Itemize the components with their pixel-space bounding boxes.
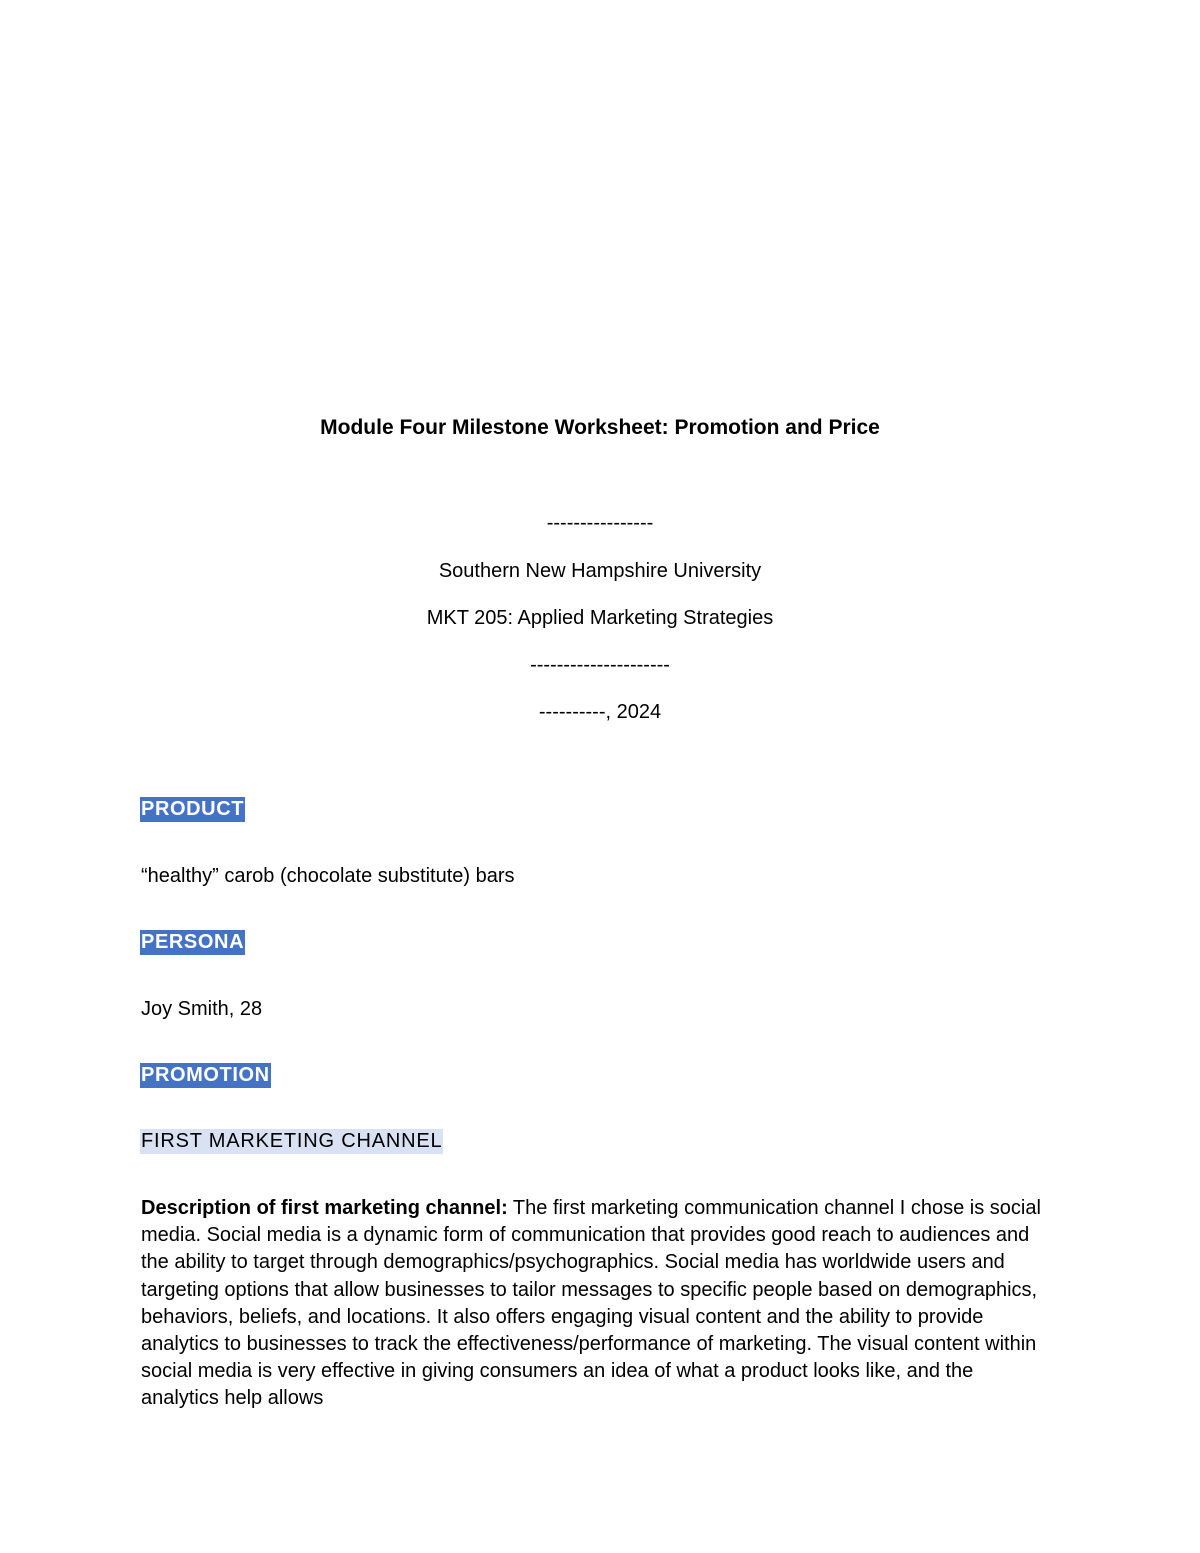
institution-name: Southern New Hampshire University xyxy=(438,560,762,582)
instructor-name-redacted: --------------------- xyxy=(530,654,670,676)
promotion-section xyxy=(141,1063,271,1087)
first-channel-section xyxy=(141,1129,443,1153)
product-heading: PRODUCT xyxy=(141,798,245,820)
course-name: MKT 205: Applied Marketing Strategies xyxy=(426,607,774,629)
persona-text: Joy Smith, 28 xyxy=(141,998,263,1020)
promotion-heading: PROMOTION xyxy=(141,1064,270,1086)
description-label: Description of first marketing channel: xyxy=(141,1197,508,1219)
author-name-redacted: ---------------- xyxy=(546,512,654,534)
document-date: ----------, 2024 xyxy=(538,701,662,723)
persona-heading: PERSONA xyxy=(141,931,245,953)
description-body: The first marketing communication channel I chose is social media. Social media is a dynamic form of communication that provides good reach to audiences and the ability to target through demographics/psychographics. Social media has worldwide users and targeting options that allow businesses to tailor messages to specific people based on demographics, behaviors, beliefs, and locations. It also offers engaging visual content and the ability to provide analytics to businesses to track the effectiveness/performance of marketing. The visual content within social media is very effective in giving consumers an idea of what a product looks like, and the analytics help allows xyxy=(141,1197,1041,1410)
persona-section xyxy=(141,930,245,954)
first-channel-subheading: FIRST MARKETING CHANNEL xyxy=(141,1130,443,1152)
product-section xyxy=(141,797,245,821)
first-channel-description xyxy=(141,1195,1056,1413)
document-title: Module Four Milestone Worksheet: Promotion and Price xyxy=(320,416,880,439)
product-text: “healthy” carob (chocolate substitute) bars xyxy=(141,865,515,887)
